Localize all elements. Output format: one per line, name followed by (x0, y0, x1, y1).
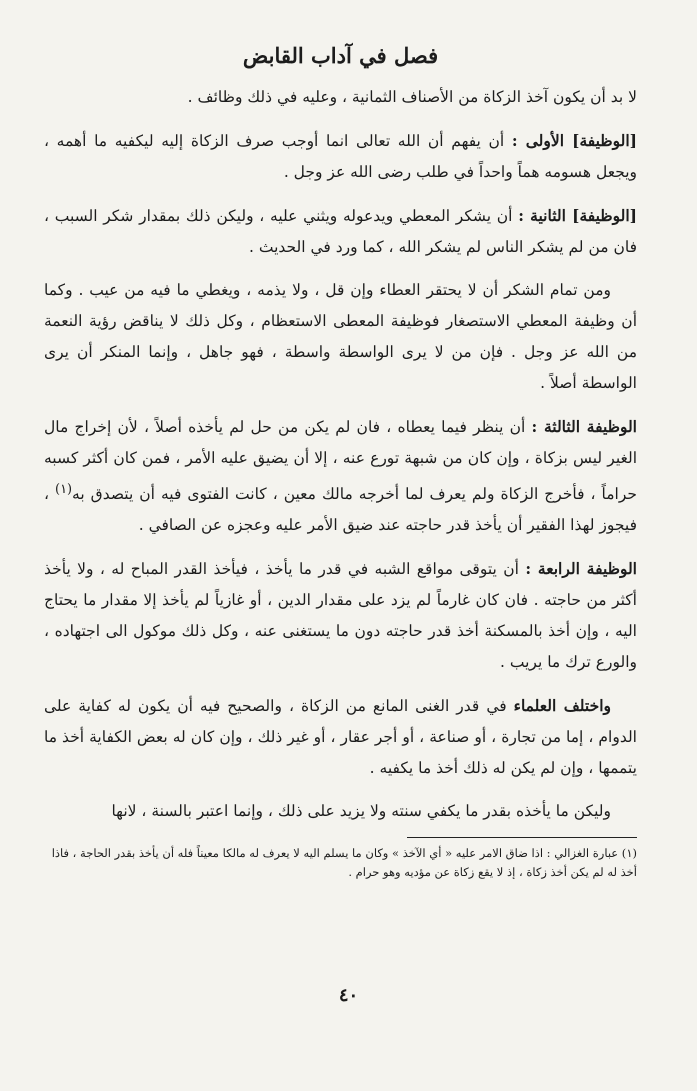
duty-4-label: الوظيفة الرابعة : (525, 559, 637, 579)
duty-3-label: الوظيفة الثالثة : (531, 417, 637, 436)
duty-3-text-after: ، فيجوز لهذا الفقير أن يأخذ قدر حاجته عند ضيق الأمر عليه وعجزه عن الصافي . (44, 485, 637, 535)
footnote: (١) عبارة الغزالي : اذا ضاق الامر عليه « أي الآخذ » وكان ما يسلم اليه لا يعرف له مالكا معيناً فله أن يأخذ بقدر الحاجة ، فاذا أخذ له لم يكن أخذ زكاة ، إذ لا يقع زكاة عن مؤديه وهو حرام . (51, 846, 637, 880)
duty-2-paragraph (44, 200, 637, 263)
scholars-lead: واختلف العلماء (513, 696, 611, 716)
page-number: ٤٠ (338, 985, 359, 1006)
duty-3-paragraph (44, 411, 637, 541)
footnote-divider (407, 837, 637, 838)
duty-1-paragraph (44, 125, 637, 188)
page-title: فصل في آداب القابض (242, 43, 439, 68)
scholars-text: في قدر الغنى المانع من الزكاة ، والصحيح فيه أن يكون له كفاية على الدوام ، إما من تجارة ، أو صناعة ، أو أجر عقار ، أو غير ذلك ، وإن كان له بعض الكفاية أخذ ما يتممها ، وإن لم يكن له ذلك أخذ ما يكفيه . (44, 697, 637, 778)
duty-1-text: أن يفهم أن الله تعالى انما أوجب صرف الزكاة إليه ليكفيه ما أهمه ، ويجعل هسومه هماً واحداً في طلب رضى الله عز وجل . (44, 132, 637, 181)
duty-2-label: [الوظيفة] الثانية : (518, 206, 638, 225)
duty-3-text: أن ينظر فيما يعطاه ، فان لم يكن من حل لم يأخذه أصلاً ، لأن إخراج مال الغير ليس بزكاة ، وإن كان من شبهة تورع عنه ، إلا أن يضيق عليه الأمر ، فمن كان أكثر كسبه حراماً ، فأخرج الزكاة ولم يعرف لما أخرجه مالك معين ، كانت الفتوى فيه أن يتصدق به (44, 418, 637, 504)
duty-4-paragraph (44, 553, 637, 678)
duty-2-text: أن يشكر المعطي ويدعوله ويثني عليه ، وليكن ذلك بمقدار شكر السبب ، فان من لم يشكر الناس لم يشكر الله ، كما ورد في الحديث . (44, 207, 637, 256)
duty-1-label: [الوظيفة] الأولى : (511, 131, 638, 150)
footnote-marker: (١) (55, 482, 73, 497)
scholars-paragraph (44, 690, 637, 784)
gratitude-paragraph: ومن تمام الشكر أن لا يحتقر العطاء وإن قل ، ولا يذمه ، ويغطي ما فيه من عيب . وكما أن وظيفة المعطي الاستصغار فوظيفة المعطى الاستعظام ، وكل ذلك لا يناقض رؤية النعمة من الله عز وجل . فإن من لا يرى الواسطة واسطة ، فهو جاهل ، وإنما المنكر أن يرى الواسطة أصلاً . (44, 281, 637, 392)
last-paragraph: وليكن ما يأخذه بقدر ما يكفي سنته ولا يزيد على ذلك ، وإنما اعتبر بالسنة ، لانها (111, 802, 611, 821)
duty-4-text: أن يتوقى مواقع الشبه في قدر ما يأخذ ، فيأخذ القدر المباح له ، ولا يأخذ أكثر من حاجته . فان كان غارماً لم يزد على مقدار الدين ، أو غازياً لم يأخذ إلا مقدار ما يحتاج اليه ، وإن أخذ بالمسكنة أخذ قدر حاجته دون ما يستغنى عنه ، وكل ذلك موكول الى اجتهاده ، والورع ترك ما يريب . (44, 560, 637, 672)
intro-paragraph: لا بد أن يكون آخذ الزكاة من الأصناف الثمانية ، وعليه في ذلك وظائف . (187, 88, 637, 106)
